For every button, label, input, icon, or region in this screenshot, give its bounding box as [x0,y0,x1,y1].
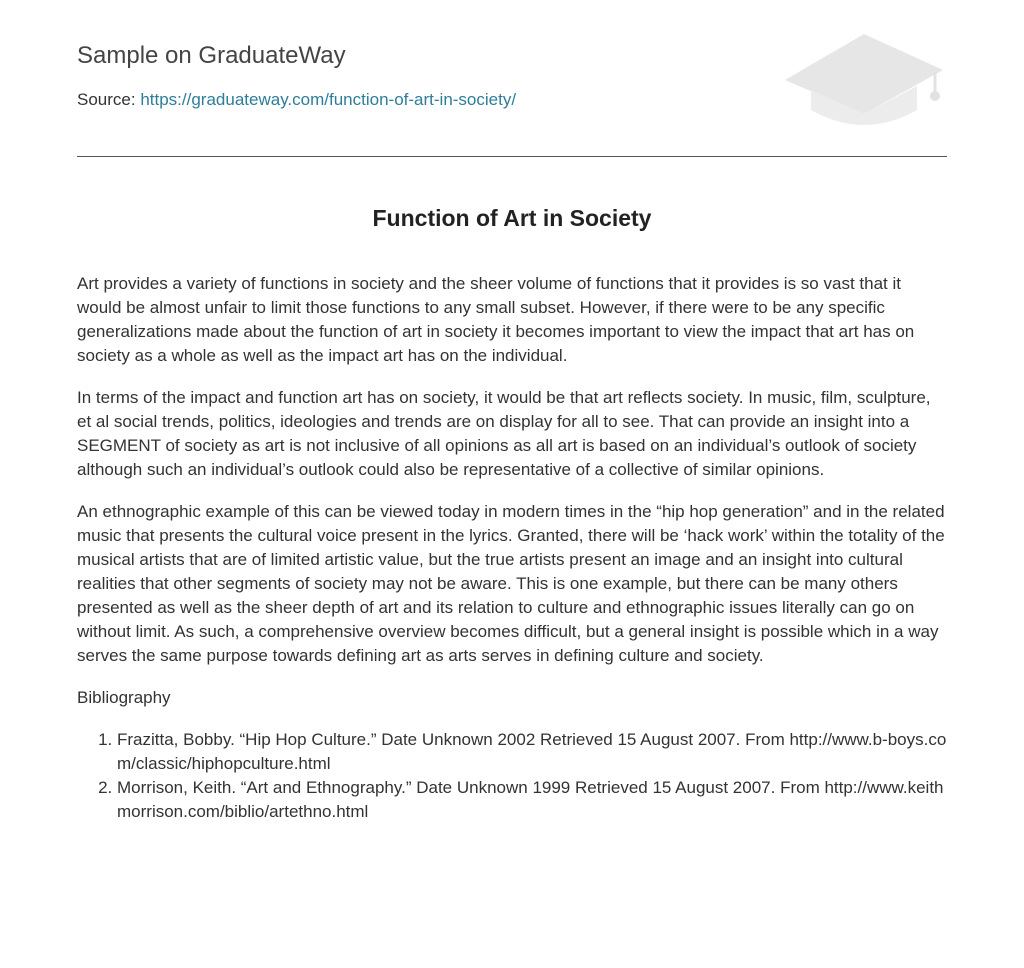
source-line [77,90,516,110]
document-title: Function of Art in Society [372,205,652,231]
paragraph: In terms of the impact and function art has on society, it would be that art reflects society. In music, film, sculpture, et al social trends, politics, ideologies and trends are on display for all to see. That can provide an insight into a SEGMENT of society as art is not inclusive of all opinions as all art is based on an individual’s outlook of society although such an individual’s outlook could also be representative of a collective of similar opinions. [77,388,931,479]
header [77,0,947,157]
site-title: Sample on GraduateWay [77,42,346,69]
source-label: Source: [77,90,136,109]
bibliography-heading: Bibliography [77,688,171,707]
graduation-cap-icon [781,30,947,134]
bibliography-item: 1. Frazitta, Bobby. “Hip Hop Culture.” Date Unknown 2002 Retrieved 15 August 2007. From http://www.b-boys.com/classic/hiphopculture.html [117,728,947,776]
paragraph: An ethnographic example of this can be viewed today in modern times in the “hip hop generation” and in the related music that presents the cultural voice present in the lyrics. Granted, there will be ‘hack work’ within the totality of the musical artists that are of limited artistic value, but the true artists present an image and an insight into cultural realities that other segments of society may not be aware. This is one example, but there can be many others presented as well as the sheer depth of art and its relation to culture and ethnographic issues literally can go on without limit. As such, a comprehensive overview becomes difficult, but a general insight is possible which in a way serves the same purpose towards defining art as arts serves in defining culture and society. [77,502,945,665]
document-body [77,272,947,668]
paragraph: Art provides a variety of functions in society and the sheer volume of functions that it provides is so vast that it would be almost unfair to limit those functions to any small subset. However, if there were to be any specific generalizations made about the function of art in society it becomes important to view the impact that art has on society as a whole as well as the impact art has on the individual. [77,274,915,365]
source-link[interactable]: https://graduateway.com/function-of-art-in-society/ [140,90,517,109]
page [77,0,947,824]
bibliography-list [77,728,947,824]
bibliography-item: 2. Morrison, Keith. “Art and Ethnography.” Date Unknown 1999 Retrieved 15 August 2007. From http://www.keithmorrison.com/biblio/artethno.html [117,776,947,824]
